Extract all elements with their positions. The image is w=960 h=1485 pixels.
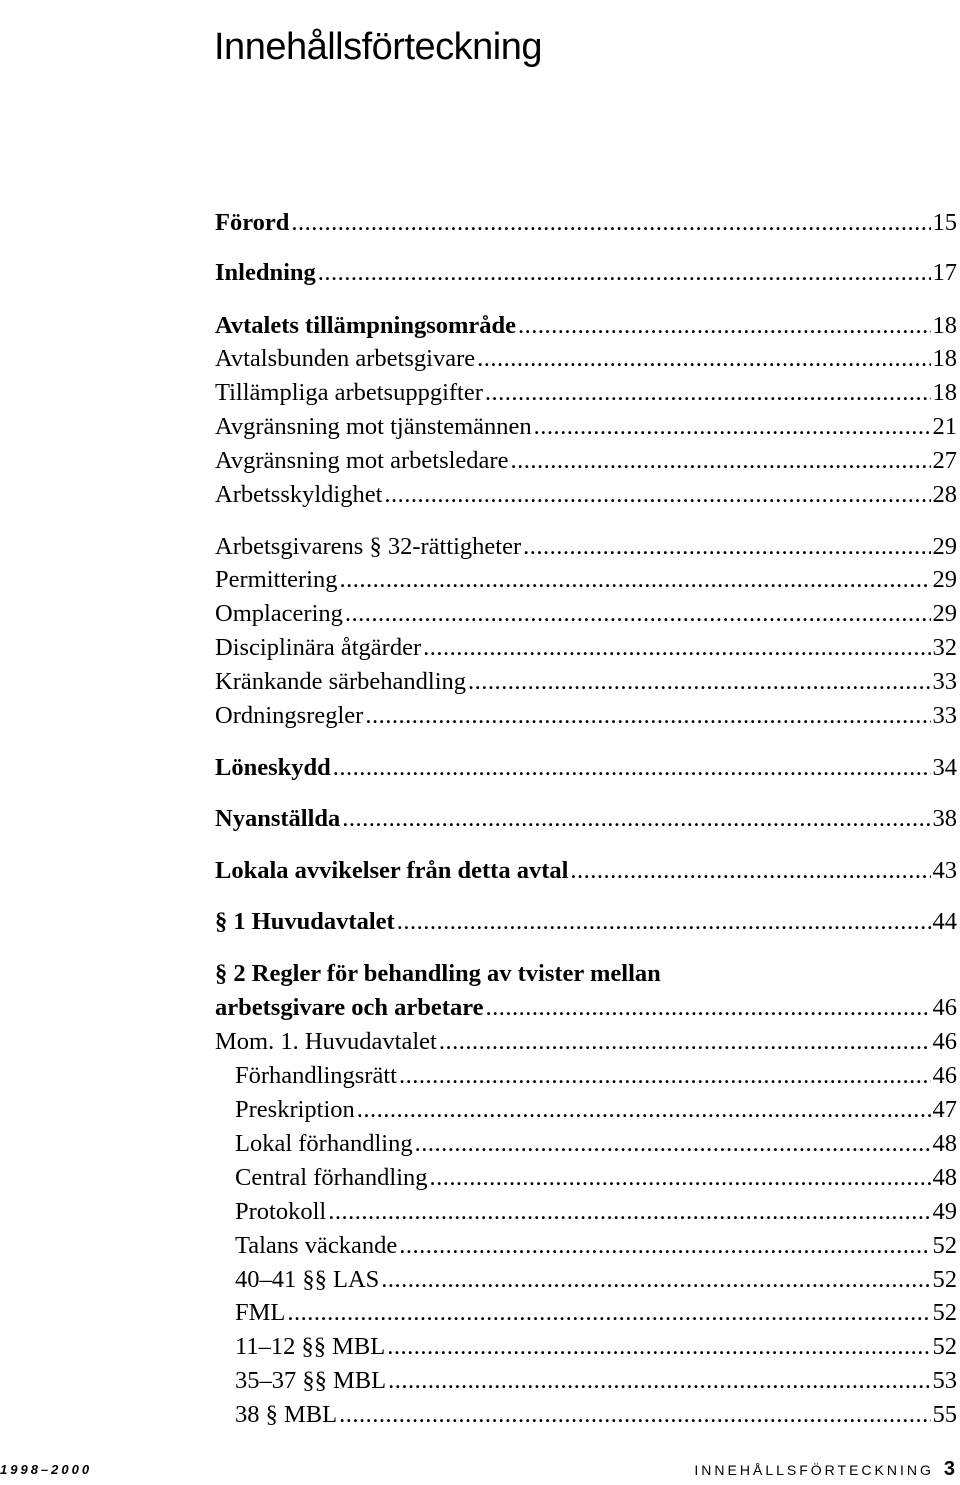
dot-leader [345, 599, 931, 629]
dot-leader [291, 208, 930, 238]
toc-entry-page: 28 [932, 481, 957, 508]
dot-leader [415, 1129, 931, 1159]
toc-entry-forord[interactable] [215, 208, 957, 238]
toc-entry-label: 38 § MBL [235, 1401, 338, 1428]
toc-entry-page: 53 [932, 1367, 957, 1394]
toc-entry-page: 18 [932, 379, 957, 406]
dot-leader [510, 446, 930, 476]
dot-leader [485, 378, 931, 408]
toc-entry-lokal-forhandling[interactable] [215, 1129, 957, 1159]
dot-leader [328, 1197, 930, 1227]
toc-entry-arbetsskyldighet[interactable] [215, 480, 957, 510]
toc-entry-page: 38 [932, 805, 957, 832]
toc-entry-protokoll[interactable] [215, 1197, 957, 1227]
toc-entry-central-forhandling[interactable] [215, 1163, 957, 1193]
toc-entry-label: Protokoll [235, 1198, 327, 1225]
toc-entry-label: Preskription [235, 1096, 355, 1123]
toc-entry-omplacering[interactable] [215, 599, 957, 629]
toc-entry-page: 47 [932, 1096, 957, 1123]
toc-entry-page: 46 [932, 1028, 957, 1055]
toc-entry-page: 48 [932, 1164, 957, 1191]
toc-entry-mbl-11-12[interactable] [215, 1332, 957, 1362]
dot-leader [384, 480, 930, 510]
dot-leader [399, 1061, 931, 1091]
toc-entry-label: FML [235, 1299, 286, 1326]
footer-section-name: INNEHÅLLSFÖRTECKNING [694, 1462, 934, 1478]
toc-entry-page: 15 [932, 209, 957, 236]
toc-entry-page: 52 [932, 1232, 957, 1259]
dot-leader [339, 565, 930, 595]
toc-entry-page: 49 [932, 1198, 957, 1225]
toc-entry-label: Nyanställda [215, 805, 341, 832]
toc-entry-mom-1-huvudavtalet[interactable] [215, 1027, 957, 1057]
toc-entry-label: Omplacering [215, 600, 343, 627]
toc-entry-page: 29 [932, 566, 957, 593]
toc-entry-lokala-avvikelser[interactable] [215, 856, 957, 886]
dot-leader [365, 701, 930, 731]
footer [694, 1458, 955, 1481]
toc-entry-page: 48 [932, 1130, 957, 1157]
toc-entry-label: § 1 Huvudavtalet [215, 908, 395, 935]
dot-leader [287, 1298, 930, 1328]
toc-entry-permittering[interactable] [215, 565, 957, 595]
dot-leader [388, 1366, 930, 1396]
dot-leader [523, 532, 930, 562]
toc-entry-label: Förord [215, 209, 290, 236]
dot-leader [333, 753, 931, 783]
dot-leader [430, 1163, 931, 1193]
toc-entry-page: 46 [932, 1062, 957, 1089]
dot-leader [397, 907, 931, 937]
toc-entry-label: Ordningsregler [215, 702, 364, 729]
dot-leader [399, 1231, 930, 1261]
toc-entry-page: 52 [932, 1266, 957, 1293]
toc-entry-forhandlingsratt[interactable] [215, 1061, 957, 1091]
toc-entry-label: Avtalets tillämpningsområde [215, 312, 517, 339]
toc-entry-disciplinara-atgarder[interactable] [215, 633, 957, 663]
toc-entry-page: 32 [932, 634, 957, 661]
toc-entry-arbetsgivarens-32-rattigheter[interactable] [215, 532, 957, 562]
toc-entry-page: 34 [932, 754, 957, 781]
toc-entry-mbl-38[interactable] [215, 1400, 957, 1430]
toc-entry-label: Kränkande särbehandling [215, 668, 467, 695]
toc-entry-label: Avgränsning mot tjänstemännen [215, 413, 532, 440]
dot-leader [381, 1265, 930, 1295]
dot-leader [339, 1400, 930, 1430]
toc-entry-label: Talans väckande [235, 1232, 398, 1259]
toc-entry-page: 52 [932, 1299, 957, 1326]
toc-entry-page: 29 [932, 600, 957, 627]
toc-entry-page: 33 [932, 668, 957, 695]
toc-entry-label: arbetsgivare och arbetare [215, 994, 484, 1021]
dot-leader [534, 412, 931, 442]
toc-entry-label: Central förhandling [235, 1164, 428, 1191]
toc-entry-inledning[interactable] [215, 258, 957, 288]
toc-entry-page: 29 [932, 533, 957, 560]
toc-entry-label: Arbetsskyldighet [215, 481, 383, 508]
toc-entry-label: Förhandlingsrätt [235, 1062, 397, 1089]
toc-entry-huvudavtalet[interactable] [215, 907, 957, 937]
toc-entry-mbl-35-37[interactable] [215, 1366, 957, 1396]
footer-years: 1998–2000 [0, 1462, 93, 1477]
toc-entry-page: 43 [932, 857, 957, 884]
toc-entry-nyanstallda[interactable] [215, 804, 957, 834]
toc-entry-label: Arbetsgivarens § 32-rättigheter [215, 533, 522, 560]
toc-entry-page: 33 [932, 702, 957, 729]
toc-entry-talans-vackande[interactable] [215, 1231, 957, 1261]
toc-entry-label: Mom. 1. Huvudavtalet [215, 1028, 437, 1055]
dot-leader [342, 804, 930, 834]
toc-entry-avgransning-tjanstemannen[interactable] [215, 412, 957, 442]
toc-entry-avgransning-arbetsledare[interactable] [215, 446, 957, 476]
toc-entry-label: Lokala avvikelser från detta avtal [215, 857, 569, 884]
toc-entry-label: Löneskydd [215, 754, 331, 781]
toc-entry-preskription[interactable] [215, 1095, 957, 1125]
toc-entry-page: 52 [932, 1333, 957, 1360]
dot-leader [518, 311, 930, 341]
toc-entry-fml[interactable] [215, 1298, 957, 1328]
dot-leader [318, 258, 931, 288]
table-of-contents [215, 0, 957, 1440]
toc-entry-label: 11–12 §§ MBL [235, 1333, 386, 1360]
dot-leader [387, 1332, 930, 1362]
dot-leader [439, 1027, 931, 1057]
dot-leader [486, 993, 931, 1023]
dot-leader [468, 667, 930, 697]
dot-leader [423, 633, 930, 663]
toc-entry-label: Disciplinära åtgärder [215, 634, 422, 661]
toc-entry-krankande-sarbehandling[interactable] [215, 667, 957, 697]
toc-entry-ordningsregler[interactable] [215, 701, 957, 731]
toc-entry-page: 17 [932, 259, 957, 286]
dot-leader [570, 856, 930, 886]
toc-entry-label: Inledning [215, 259, 316, 286]
dot-leader [477, 344, 930, 374]
toc-entry-loneskydd[interactable] [215, 753, 957, 783]
toc-entry-label: Avtalsbunden arbetsgivare [215, 345, 476, 372]
toc-entry-page: 18 [932, 345, 957, 372]
toc-entry-label: 35–37 §§ MBL [235, 1367, 387, 1394]
toc-entry-page: 18 [932, 312, 957, 339]
toc-entry-regler-tvister[interactable] [215, 993, 957, 1023]
page-title: Innehållsförteckning [214, 26, 542, 69]
dot-leader [357, 1095, 931, 1125]
toc-entry-regler-tvister-line1[interactable]: § 2 Regler för behandling av tvister mellan [215, 960, 661, 987]
toc-entry-label: Lokal förhandling [235, 1130, 413, 1157]
toc-entry-label: Avgränsning mot arbetsledare [215, 447, 509, 474]
toc-entry-page: 21 [932, 413, 957, 440]
toc-entry-las[interactable] [215, 1265, 957, 1295]
toc-entry-page: 55 [932, 1401, 957, 1428]
toc-entry-avtalsbunden-arbetsgivare[interactable] [215, 344, 957, 374]
toc-entry-page: 44 [932, 908, 957, 935]
toc-entry-label: Permittering [215, 566, 338, 593]
footer-page-number: 3 [943, 1458, 955, 1480]
toc-entry-page: 46 [932, 994, 957, 1021]
toc-entry-page: 27 [932, 447, 957, 474]
toc-entry-label: 40–41 §§ LAS [235, 1266, 380, 1293]
toc-entry-avtalets-tillampningsomrade[interactable] [215, 311, 957, 341]
toc-entry-label: Tillämpliga arbetsuppgifter [215, 379, 483, 406]
toc-entry-tillampliga-arbetsuppgifter[interactable] [215, 378, 957, 408]
